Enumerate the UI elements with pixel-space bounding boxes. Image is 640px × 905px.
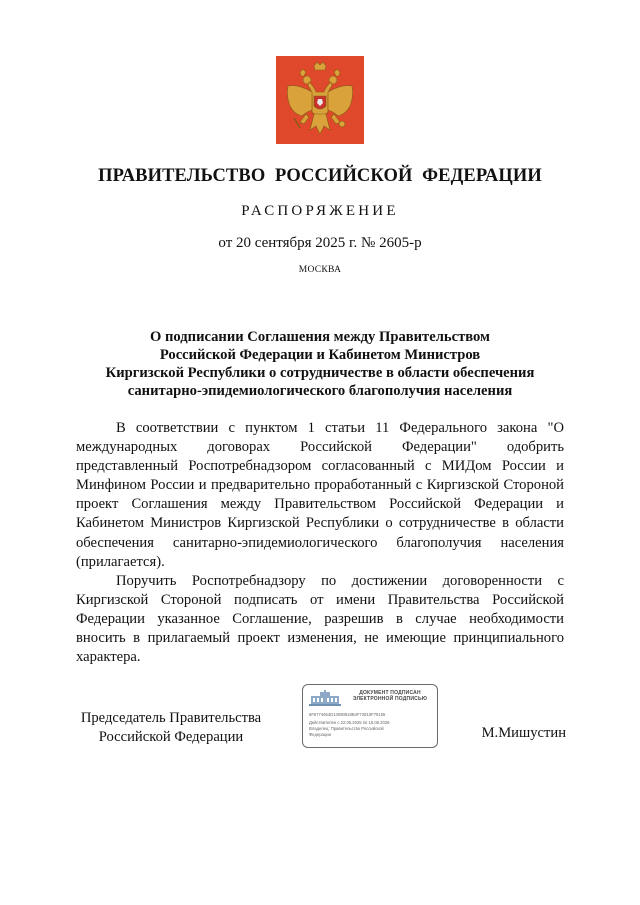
body-paragraph: В соответствии с пунктом 1 статьи 11 Федерального закона "О международных договорах Российской Федерации" одобрить представленный Роспотребнадзором согласованный с МИДом России и Минфином России и предварительно проработанный с Киргизской Стороной проект Соглашения между Правительством Российской Федерации и Кабинетом Министров Киргизской Республики о сотрудничестве в области обеспечения санитарно-эпидемиологического благополучия населения (прилагается).: [76, 420, 564, 570]
government-title: ПРАВИТЕЛЬСТВО РОССИЙСКОЙ ФЕДЕРАЦИИ: [98, 166, 542, 186]
document-body: [76, 419, 564, 667]
government-building-icon: [309, 690, 341, 706]
stamp-validity: Действителен с 22.05.2025 по 15.08.2026: [309, 720, 390, 725]
subject-line: О подписании Соглашения между Правительством: [150, 329, 490, 345]
stamp-owner: Владелец: Правительство Российской: [309, 726, 384, 731]
stamp-title-line: ДОКУМЕНТ ПОДПИСАН: [359, 690, 421, 696]
document-type: РАСПОРЯЖЕНИЕ: [241, 203, 399, 219]
body-paragraph: Поручить Роспотребнадзору по достижении договоренности с Киргизской Стороной подписать от имени Правительства Российской Федерации указанное Соглашение, разрешив в случае необходимости вносить в прилагаемый проект изменения, не имеющие принципиального характера.: [76, 572, 564, 666]
russian-coat-of-arms-icon: [276, 56, 364, 144]
subject-line: Киргизской Республики о сотрудничестве в области обеспечения: [105, 365, 535, 381]
subject-line: санитарно-эпидемиологического благополучия населения: [127, 383, 513, 399]
stamp-title-line: ЭЛЕКТРОННОЙ ПОДПИСЬЮ: [352, 696, 428, 702]
signatory-name: М.Мишустин: [481, 725, 566, 741]
document-date-number: от 20 сентября 2025 г. № 2605-р: [218, 235, 422, 251]
document-city: МОСКВА: [298, 265, 342, 275]
coat-of-arms-emblem: [276, 56, 364, 144]
subject-line: Российской Федерации и Кабинетом Министров: [159, 347, 481, 363]
signatory-position-line: Председатель Правительства: [80, 710, 262, 726]
signatory-position-line: Российской Федерации: [98, 729, 244, 745]
document-subject: [60, 328, 580, 400]
stamp-certificate: 6F6774654D13090818B4F72810F79155: [309, 712, 386, 717]
signatory-position: [76, 709, 266, 747]
electronic-signature-stamp: [302, 684, 438, 748]
stamp-title: [345, 690, 435, 702]
stamp-owner: Федерации: [309, 732, 331, 737]
